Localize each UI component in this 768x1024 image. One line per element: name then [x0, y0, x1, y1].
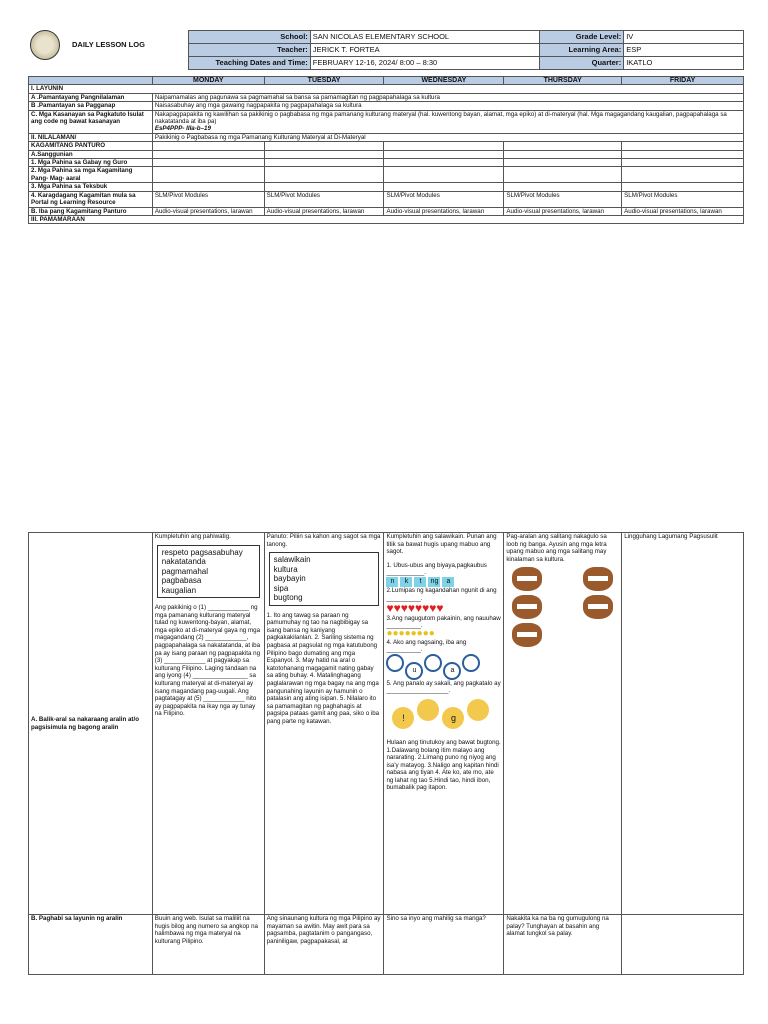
empty-cell	[264, 142, 384, 150]
thursday-cell	[504, 533, 622, 915]
day-header: WEDNESDAY	[384, 77, 504, 85]
empty-cell	[622, 183, 744, 191]
header-row	[189, 44, 744, 57]
table-row	[29, 85, 744, 93]
header-value: ESP	[624, 44, 744, 57]
pot-icon	[583, 595, 613, 619]
resource-cell: SLM/Pivot Modules	[264, 191, 384, 207]
row-label: 1. Mga Pahina sa Gabay ng Guro	[29, 159, 153, 167]
empty-cell	[264, 167, 384, 183]
pot-icon	[512, 595, 542, 619]
thursday-cell: Nakakita ka na ba ng gumugulong na palay? Tunghayan at basahin ang alamat tungkol sa palay.	[504, 915, 622, 975]
header-label: Quarter:	[540, 57, 624, 70]
circle-tile: u	[405, 662, 423, 680]
empty-cell	[622, 167, 744, 183]
empty-cell	[504, 142, 622, 150]
row-label: C. Mga Kasanayan sa Pagkatuto Isulat ang code ng bawat kasanayan	[29, 110, 153, 133]
instruction-text: Kumpletuhin ang pahiwatig.	[154, 533, 231, 540]
resource-cell: Audio-visual presentations, larawan	[384, 207, 504, 215]
letter-tiles	[386, 577, 501, 587]
empty-cell	[384, 142, 504, 150]
row-label: A. Balik-aral sa nakaraang aralin at/o pagsisimula ng bagong aralin	[29, 533, 153, 915]
row-label: B. Iba pang Kagamitang Panturo	[29, 207, 153, 215]
pot-icon	[512, 623, 542, 647]
deped-seal-icon	[30, 30, 60, 60]
circle-tile	[462, 654, 480, 672]
corner-cell	[29, 77, 153, 85]
table-row	[29, 133, 744, 141]
table-row	[29, 110, 744, 133]
table-row	[29, 159, 744, 167]
bulb-icon: ●●●●●●●●	[386, 627, 435, 639]
resource-cell: SLM/Pivot Modules	[152, 191, 264, 207]
instruction-text: Pag-aralan ang salitang nakagulo sa loob ng banga. Ayusin ang mga letra upang mabuo ang mga salitang may kinalaman sa kultura.	[506, 533, 607, 563]
row-value: Pakikinig o Pagbabasa ng mga Pamanang Kulturang Materyal at Di-Materyal	[152, 133, 743, 141]
pot-row	[512, 567, 613, 591]
empty-cell	[622, 150, 744, 158]
row-label: B. Paghabi sa layunin ng aralin	[29, 915, 153, 975]
resource-cell: Audio-visual presentations, larawan	[504, 207, 622, 215]
empty-cell	[622, 142, 744, 150]
friday-cell: Lingguhang Lagumang Pagsusulit	[622, 533, 744, 915]
circle-tile	[424, 654, 442, 672]
days-header-row	[29, 77, 744, 85]
header-label: Grade Level:	[540, 31, 624, 44]
header-value: IV	[624, 31, 744, 44]
letter-tile: n	[386, 577, 398, 587]
table-row	[29, 167, 744, 183]
header-label: Learning Area:	[540, 44, 624, 57]
empty-cell	[504, 150, 622, 158]
row-label: 2. Mga Pahina sa mga Kagamitang Pang- Mag- aaral	[29, 167, 153, 183]
competency-code: EsP4PPP- IIIa-b–19	[154, 125, 211, 133]
header-row	[189, 31, 744, 44]
heart-icons	[386, 602, 501, 615]
question-text: 3.Ang nagugutom pakainin, ang nauuhaw __________.	[386, 614, 501, 630]
letter-tile: a	[442, 577, 454, 587]
word-item: respeto pagsasabuhay	[161, 547, 243, 557]
empty-cell	[152, 183, 264, 191]
table-row	[29, 215, 744, 223]
question-text: 5. Ang panalo ay sakali, ang pagkatalo ay __________________.	[386, 679, 501, 695]
word-item: sipa	[273, 583, 289, 593]
day-header: MONDAY	[152, 77, 264, 85]
empty-cell	[384, 159, 504, 167]
riddle-text: Hulaan ang tinutukoy ang bawat bugtong. 1.Dalawang bolang itim malayo ang nararating. 2.Limang puno ng niyog ang isa'y matayog. 3.Naligo ang kapitan hindi nabasa ang tiyan 4. Ate ko, ate mo, ate ng lahat ng tao 5.Hindi tao, hindi ibon, bumabalik pag itapon.	[386, 738, 501, 792]
face-icon	[467, 699, 489, 721]
resource-cell: Audio-visual presentations, larawan	[152, 207, 264, 215]
document-title: DAILY LESSON LOG	[72, 40, 145, 49]
table-row	[29, 207, 744, 215]
procedure-table	[28, 532, 744, 975]
day-header: FRIDAY	[622, 77, 744, 85]
table-row	[29, 533, 744, 915]
monday-cell: Buuin ang web. Isulat sa maliliit na hugis bilog ang numero sa angkop na halimbawa ng mga materyal na kulturang Pilipino.	[152, 915, 264, 975]
section-heading: III. PAMAMARAAN	[29, 215, 744, 223]
competency-text: Nakapagpapakita ng kawilihan sa pakikinig o pagbabasa ng mga pamanang kulturang materyal (hal. kuwentong bayan, alamat, mga epiko) at di-materyal (hal. Mga magagandang kaugalian, pagpapahalaga sa nakatatanda at iba pa)	[154, 110, 727, 126]
wednesday-cell: Sino sa inyo ang mahilig sa manga?	[384, 915, 504, 975]
header-value: SAN NICOLAS ELEMENTARY SCHOOL	[310, 31, 540, 44]
row-label: A .Pamantayang Pangnilalaman	[29, 93, 153, 101]
letter-tile: k	[400, 577, 412, 587]
day-header: TUESDAY	[264, 77, 384, 85]
word-item: kultura	[273, 564, 298, 574]
row-label: KAGAMITANG PANTURO	[29, 142, 153, 150]
circle-tile	[386, 654, 404, 672]
header-row	[189, 57, 744, 70]
header-value: FEBRUARY 12-16, 2024/ 8:00 – 8:30	[310, 57, 540, 70]
section-heading: I. LAYUNIN	[29, 85, 744, 93]
empty-cell	[384, 183, 504, 191]
row-value: Naipamamalas ang pagunawa sa pagmamahal sa bansa sa pamamagitan ng pagpapahalaga sa kultura	[152, 93, 743, 101]
word-item: nakatatanda	[161, 557, 206, 567]
letter-tile: t	[414, 577, 426, 587]
empty-cell	[152, 159, 264, 167]
face-icon: !	[392, 707, 414, 729]
header-value: JERICK T. FORTEA	[310, 44, 540, 57]
resource-cell: Audio-visual presentations, larawan	[264, 207, 384, 215]
header-label: School:	[189, 31, 311, 44]
circle-tiles	[386, 654, 501, 680]
pot-icon	[512, 567, 542, 591]
tuesday-cell	[264, 533, 384, 915]
header-label: Teacher:	[189, 44, 311, 57]
pot-row	[512, 623, 613, 650]
word-box	[157, 545, 260, 599]
row-value	[152, 110, 743, 133]
word-item: salawikain	[273, 555, 311, 565]
face-icon	[417, 699, 439, 721]
word-item: pagmamahal	[161, 566, 209, 576]
face-icon: g	[442, 707, 464, 729]
row-label: A.Sanggunian	[29, 150, 153, 158]
word-item: pagbabasa	[161, 576, 202, 586]
word-item: bugtong	[273, 593, 303, 603]
resource-cell: SLM/Pivot Modules	[504, 191, 622, 207]
header-value: IKATLO	[624, 57, 744, 70]
row-value: Naisasabuhay ang mga gawaing nagpapakita ng pagpapahalaga sa kultura	[152, 102, 743, 110]
day-header: THURSDAY	[504, 77, 622, 85]
question-text: 1. Ubus-ubus ang biyaya,pagkaubus ___________.	[386, 561, 487, 577]
empty-cell	[504, 167, 622, 183]
bulb-icons	[386, 627, 501, 639]
letter-tile: ng	[428, 577, 440, 587]
table-row	[29, 93, 744, 101]
instruction-text: Kumpletuhin ang salawikain. Punan ang titik sa bawat hugis upang mabuo ang sagot.	[386, 533, 497, 556]
table-row	[29, 102, 744, 110]
lesson-objectives-table	[28, 76, 744, 224]
monday-cell	[152, 533, 264, 915]
word-item: kaugalian	[161, 585, 197, 595]
row-label: 4. Karagdagang Kagamitan mula sa Portal ng Learning Resource	[29, 191, 153, 207]
empty-cell	[264, 150, 384, 158]
row-label: II. NILALAMAN/	[29, 133, 153, 141]
empty-cell	[264, 159, 384, 167]
word-item: baybayin	[273, 574, 306, 584]
empty-cell	[622, 159, 744, 167]
pot-row	[512, 595, 613, 619]
resource-cell: SLM/Pivot Modules	[622, 191, 744, 207]
circle-tile: a	[443, 662, 461, 680]
table-row	[29, 142, 744, 150]
instruction-text: Panuto: Piliin sa kahon ang sagot sa mga tanong.	[266, 533, 381, 548]
header-label: Teaching Dates and Time:	[189, 57, 311, 70]
paragraph-text: Ang pakikinig o (1) ____________ ng mga pamanang kulturang materyal tulad ng kuwentong-bayan, alamat, mga epiko at di-materyal gaya ng mga magagandang (2) ____________, pagpapahalaga sa nakatatanda, at iba pa ay isang paraan ng pagpapakita ng (3) ____________ at pagyakap sa kulturang Filipino. Laging tandaan na ang iyong (4) ________________ sa kulturang materyal at di-materyal ay isang magandang pag-uugali. Ang pagtatagay at (5) ____________ nito ay pagpapakita na ikay nga ay tunay na Filipino.	[154, 604, 261, 718]
row-label: 3. Mga Pahina sa Teksbuk	[29, 183, 153, 191]
table-row	[29, 150, 744, 158]
wednesday-cell	[384, 533, 504, 915]
empty-cell	[152, 142, 264, 150]
empty-cell	[264, 183, 384, 191]
pot-icon	[583, 567, 613, 591]
tuesday-cell: Ang sinaunang kultura ng mga Pilipino ay mayaman sa awitin. May awit para sa pagsamba, pagtatanim o pangangaso, paniniligaw, pagpapakasal, at	[264, 915, 384, 975]
questions-text: 1. Ito ang tawag sa paraan ng pamumuhay ng tao na nagbibigay sa isang bansa ng kaniyang pagkakakilanlan. 2. Sariling sistema ng pagbasa at pagsulat ng mga katutubong Pilipino bago dumating ang mga Espanyol. 3. May hatid na aral o katotohanang magagamit nating gabay sa ating buhay. 4. Matalinghagang paglalarawan ng mga bagay na ang mga pangunahing layunin ay hamunin o patalasin ang ating isipan. 5. Nilalaro ito sa pamamagitan ng paghahagis at pagsipa pataas gamit ang paa, siko o iba pang parte ng katawan.	[266, 611, 380, 725]
header-info-table	[188, 30, 744, 70]
emoji-faces	[392, 699, 501, 729]
row-label: B .Pamantayan sa Pagganap	[29, 102, 153, 110]
resource-cell: Audio-visual presentations, larawan	[622, 207, 744, 215]
heart-icon: ♥♥♥♥♥♥♥♥	[386, 601, 444, 616]
empty-cell	[384, 150, 504, 158]
pots-grid	[506, 567, 619, 650]
word-box	[269, 552, 380, 606]
empty-cell	[504, 159, 622, 167]
question-text: 4. Ako ang nagsaing, iba ang __________.	[386, 638, 467, 654]
resource-cell: SLM/Pivot Modules	[384, 191, 504, 207]
empty-cell	[152, 150, 264, 158]
table-row	[29, 191, 744, 207]
table-row	[29, 183, 744, 191]
table-row	[29, 915, 744, 975]
empty-cell	[504, 183, 622, 191]
empty-cell	[384, 167, 504, 183]
empty-cell	[152, 167, 264, 183]
question-text: 2.Lumipas ng kagandahan ngunit di ang __________.	[386, 586, 497, 602]
friday-cell	[622, 915, 744, 975]
